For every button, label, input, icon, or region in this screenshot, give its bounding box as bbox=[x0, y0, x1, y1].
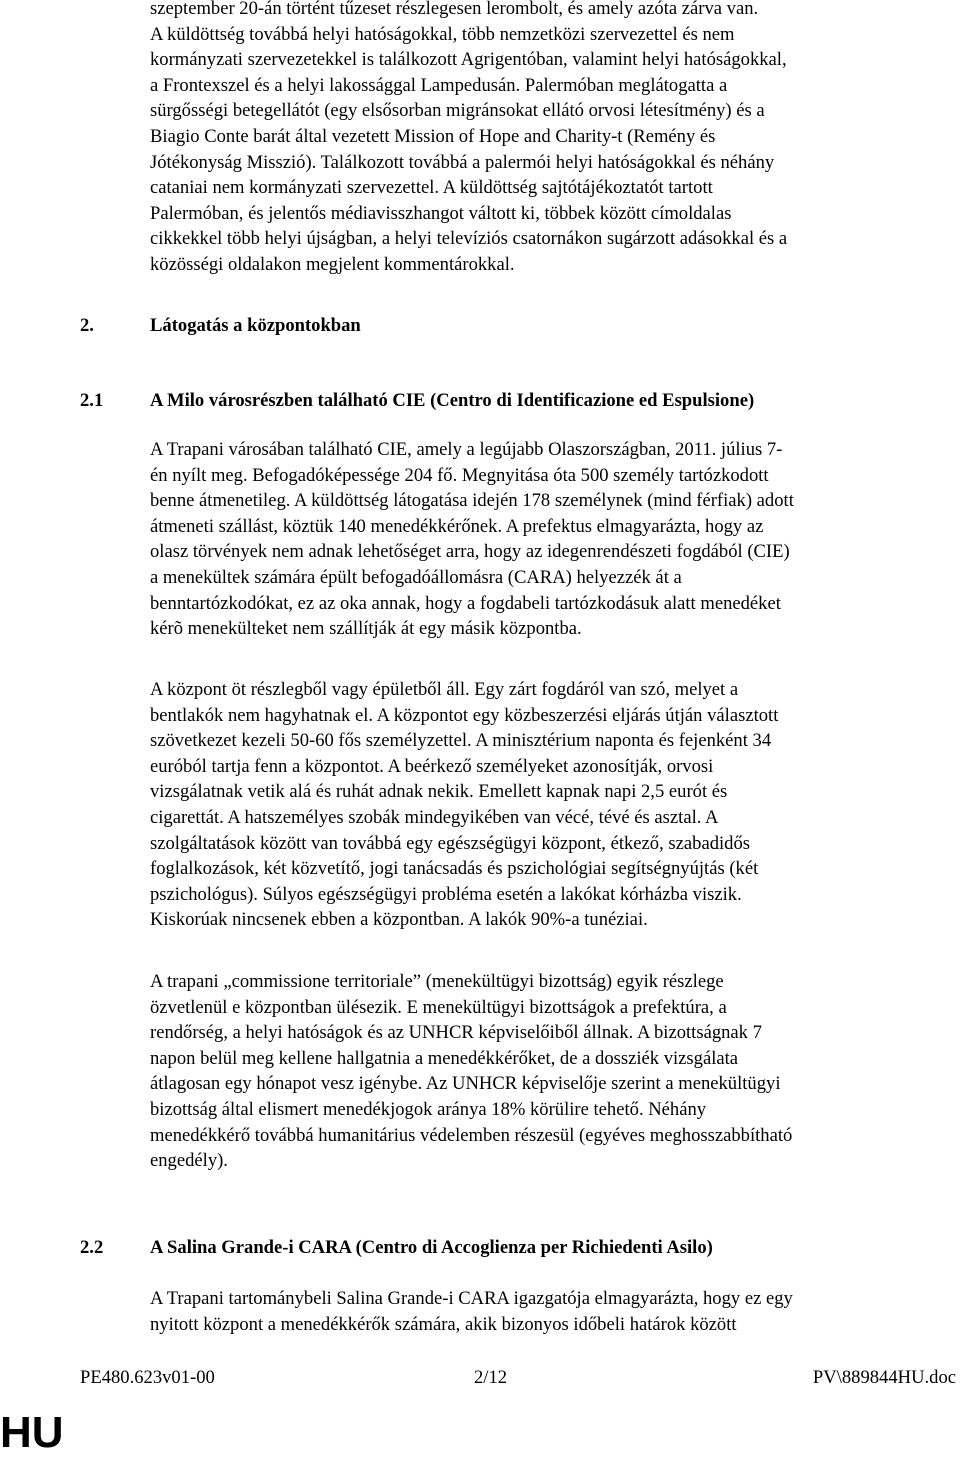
text-line: átmeneti szállást, köztük 140 menedékkérőnek. A prefektus elmagyarázta, hogy az bbox=[150, 515, 764, 537]
text-line: benne átmenetileg. A küldöttség látogatása idején 178 személynek (mind férfiak) adott bbox=[150, 490, 794, 512]
text-line: özvetlenül e központban ülésezik. E menekültügyi bizottságok a prefektúra, a bbox=[150, 996, 727, 1018]
text-line: A Trapani tartománybeli Salina Grande-i CARA igazgatója elmagyarázta, hogy ez egy bbox=[150, 1288, 793, 1309]
text-line: napon belül meg kellene hallgatnia a menedékkérőket, de a dossziék vizsgálata bbox=[150, 1047, 739, 1069]
text-line: a menekültek számára épült befogadóállomásra (CARA) helyezzék át a bbox=[150, 566, 682, 588]
footer-page-number: 2/12 bbox=[474, 1367, 508, 1388]
section-2-1-paragraph-2 bbox=[150, 677, 955, 933]
text-line: sürgősségi betegellátót (egy elsősorban migránsokat ellátó orvosi létesítmény) és a bbox=[150, 100, 765, 122]
text-line: pszichológus). Súlyos egészségügyi probléma esetén a lakókat kórházba viszik. bbox=[150, 883, 742, 905]
intro-paragraph bbox=[150, 0, 955, 278]
section-2-1-paragraph-3 bbox=[150, 969, 955, 1174]
section-number: 2. bbox=[80, 315, 94, 336]
section-2-1-paragraph-1 bbox=[150, 437, 955, 642]
text-line: kormányzati szervezetekkel is találkozott Agrigentóban, valamint helyi hatóságokkal, bbox=[150, 49, 787, 71]
text-line: bentlakók nem hagyhatnak el. A központot egy közbeszerzési eljárás útján választott bbox=[150, 704, 779, 726]
text-line: bizottság által elismert menedékjogok aránya 18% körülire tehető. Néhány bbox=[150, 1098, 707, 1120]
section-number: 2.1 bbox=[80, 390, 104, 411]
section-2-2-heading bbox=[80, 1235, 713, 1261]
text-line: Biagio Conte barát által vezetett Mission of Hope and Charity-t (Remény és bbox=[150, 125, 716, 147]
section-title: A Salina Grande-i CARA (Centro di Accoglienza per Richiedenti Asilo) bbox=[150, 1237, 713, 1258]
text-line: közösségi oldalakon megjelent kommentárokkal. bbox=[150, 253, 515, 275]
language-code: HU bbox=[0, 1408, 64, 1457]
text-line: foglalkozások, két közvetítő, jogi tanácsadás és pszichológiai segítségnyújtás (két bbox=[150, 858, 759, 880]
text-line: szolgáltatások között van továbbá egy egészségügyi központ, étkező, szabadidős bbox=[150, 832, 750, 854]
text-line: Palermóban, és jelentős médiavisszhangot váltott ki, többek között címoldalas bbox=[150, 202, 732, 224]
footer-doc-ref: PE480.623v01-00 bbox=[80, 1367, 215, 1388]
text-line: olasz törvények nem adnak lehetőséget arra, hogy az idegenrendészeti fogdából (CIE) bbox=[150, 541, 790, 563]
text-line: A központ öt részlegből vagy épületből áll. Egy zárt fogdáról van szó, melyet a bbox=[150, 679, 739, 700]
section-2-heading bbox=[80, 313, 361, 339]
text-line: cikkekkel több helyi újságban, a helyi televíziós csatornákon sugárzott adásokkal és a bbox=[150, 228, 788, 250]
text-line: benntartózkodókat, ez az oka annak, hogy a fogdabeli tartózkodásuk alatt menedéket bbox=[150, 592, 781, 614]
text-line: szövetkezet kezeli 50-60 fős személyzettel. A minisztérium naponta és fejenként 34 bbox=[150, 730, 772, 752]
text-line: kérõ menekülteket nem szállítják át egy másik központba. bbox=[150, 618, 582, 640]
text-line: Jótékonyság Misszió). Találkozott továbbá a palermói helyi hatóságokkal és néhány bbox=[150, 151, 775, 173]
text-line: engedély). bbox=[150, 1150, 228, 1172]
section-2-2-paragraph bbox=[150, 1286, 955, 1337]
text-line: cataniai nem kormányzati szervezettel. A küldöttség sajtótájékoztatót tartott bbox=[150, 177, 713, 199]
text-line: euróból tartja fenn a központot. A beérkező személyeket azonosítják, orvosi bbox=[150, 755, 714, 777]
text-line: rendőrség, a helyi hatóságok és az UNHCR képviselőiből állnak. A bizottságnak 7 bbox=[150, 1022, 762, 1044]
text-line: A trapani „commissione territoriale” (menekültügyi bizottság) egyik részlege bbox=[150, 971, 724, 992]
text-line: nyitott központ a menedékkérők számára, akik bizonyos időbeli határok között bbox=[150, 1313, 737, 1335]
text-line: szeptember 20-án történt tűzeset részlegesen lerombolt, és amely azóta zárva van. bbox=[150, 0, 759, 19]
text-line: menedékkérő továbbá humanitárius védelemben részesül (egyéves meghosszabbítható bbox=[150, 1124, 793, 1146]
text-line: cigarettát. A hatszemélyes szobák mindegyikében van vécé, tévé és asztal. A bbox=[150, 806, 719, 828]
text-line: én nyílt meg. Befogadóképessége 204 fő. Megnyitása óta 500 személy tartózkodott bbox=[150, 464, 769, 486]
footer-file-name: PV\889844HU.doc bbox=[812, 1367, 956, 1388]
text-line: Kiskorúak nincsenek ebben a központban. A lakók 90%-a tunéziai. bbox=[150, 909, 648, 931]
text-line: vizsgálatnak vetik alá és ruhát adnak nekik. Emellett kapnak napi 2,5 eurót és bbox=[150, 781, 728, 803]
section-title: A Milo városrészben található CIE (Centro di Identificazione ed Espulsione) bbox=[150, 390, 755, 411]
text-line: a Frontexszel és a helyi lakossággal Lampedusán. Palermóban meglátogatta a bbox=[150, 74, 728, 96]
text-line: A Trapani városában található CIE, amely a legújabb Olaszországban, 2011. július 7- bbox=[150, 439, 783, 460]
section-title: Látogatás a központokban bbox=[150, 315, 361, 336]
section-number: 2.2 bbox=[80, 1237, 104, 1258]
section-2-1-heading bbox=[80, 388, 754, 414]
text-line: átlagosan egy hónapot vesz igénybe. Az UNHCR képviselője szerint a menekültügyi bbox=[150, 1073, 781, 1095]
text-line: A küldöttség továbbá helyi hatóságokkal, több nemzetközi szervezettel és nem bbox=[150, 23, 735, 45]
